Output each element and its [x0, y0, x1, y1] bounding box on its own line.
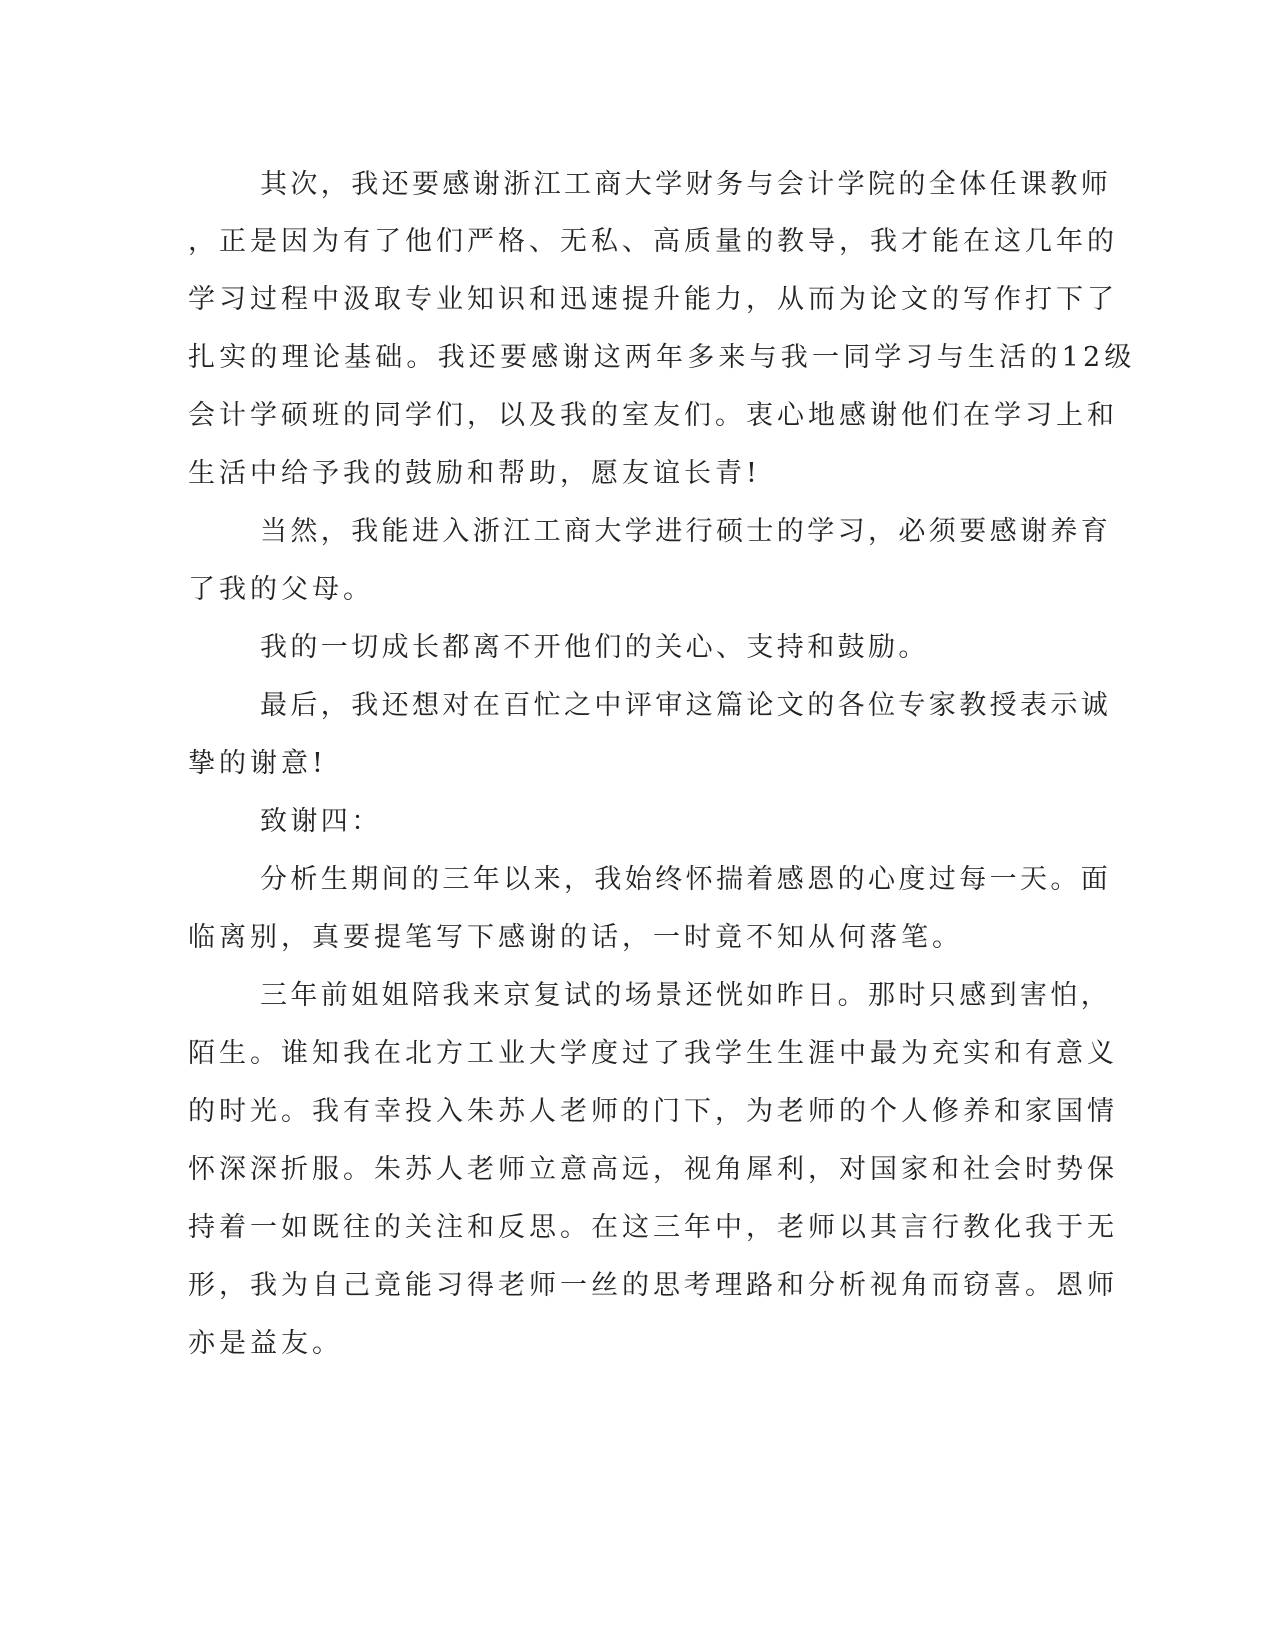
text-line: 当然，我能进入浙江工商大学进行硕士的学习，必须要感谢养育 — [260, 516, 1112, 547]
text-line: 临离别，真要提笔写下感谢的话，一时竟不知从何落笔。 — [188, 922, 963, 953]
text-line: 我的一切成长都离不开他们的关心、支持和鼓励。 — [260, 632, 929, 663]
text-line: 扎实的理论基础。我还要感谢这两年多来与我一同学习与生活的12级 — [188, 342, 1136, 373]
text-line: 持着一如既往的关注和反思。在这三年中，老师以其言行教化我于无 — [188, 1212, 1118, 1243]
text-line: 挚的谢意! — [188, 748, 327, 779]
text-line: 陌生。谁知我在北方工业大学度过了我学生生涯中最为充实和有意义 — [188, 1038, 1118, 1069]
text-line: 亦是益友。 — [188, 1328, 343, 1359]
text-line: 生活中给予我的鼓励和帮助，愿友谊长青! — [188, 458, 761, 489]
text-line: 最后，我还想对在百忙之中评审这篇论文的各位专家教授表示诚 — [260, 690, 1112, 721]
text-line: 学习过程中汲取专业知识和迅速提升能力，从而为论文的写作打下了 — [188, 284, 1118, 315]
text-line: 会计学硕班的同学们，以及我的室友们。衷心地感谢他们在学习上和 — [188, 400, 1118, 431]
text-line: 分析生期间的三年以来，我始终怀揣着感恩的心度过每一天。面 — [260, 864, 1112, 895]
text-line: 怀深深折服。朱苏人老师立意高远，视角犀利，对国家和社会时势保 — [188, 1154, 1118, 1185]
text-line: 三年前姐姐陪我来京复试的场景还恍如昨日。那时只感到害怕， — [260, 980, 1112, 1011]
section-heading: 致谢四： — [260, 806, 382, 837]
text-line: 其次，我还要感谢浙江工商大学财务与会计学院的全体任课教师 — [260, 169, 1112, 200]
text-line: 形，我为自己竟能习得老师一丝的思考理路和分析视角而窃喜。恩师 — [188, 1270, 1118, 1301]
text-line: 的时光。我有幸投入朱苏人老师的门下，为老师的个人修养和家国情 — [188, 1096, 1118, 1127]
text-line: ，正是因为有了他们严格、无私、高质量的教导，我才能在这几年的 — [188, 226, 1118, 257]
text-line: 了我的父母。 — [188, 574, 374, 605]
